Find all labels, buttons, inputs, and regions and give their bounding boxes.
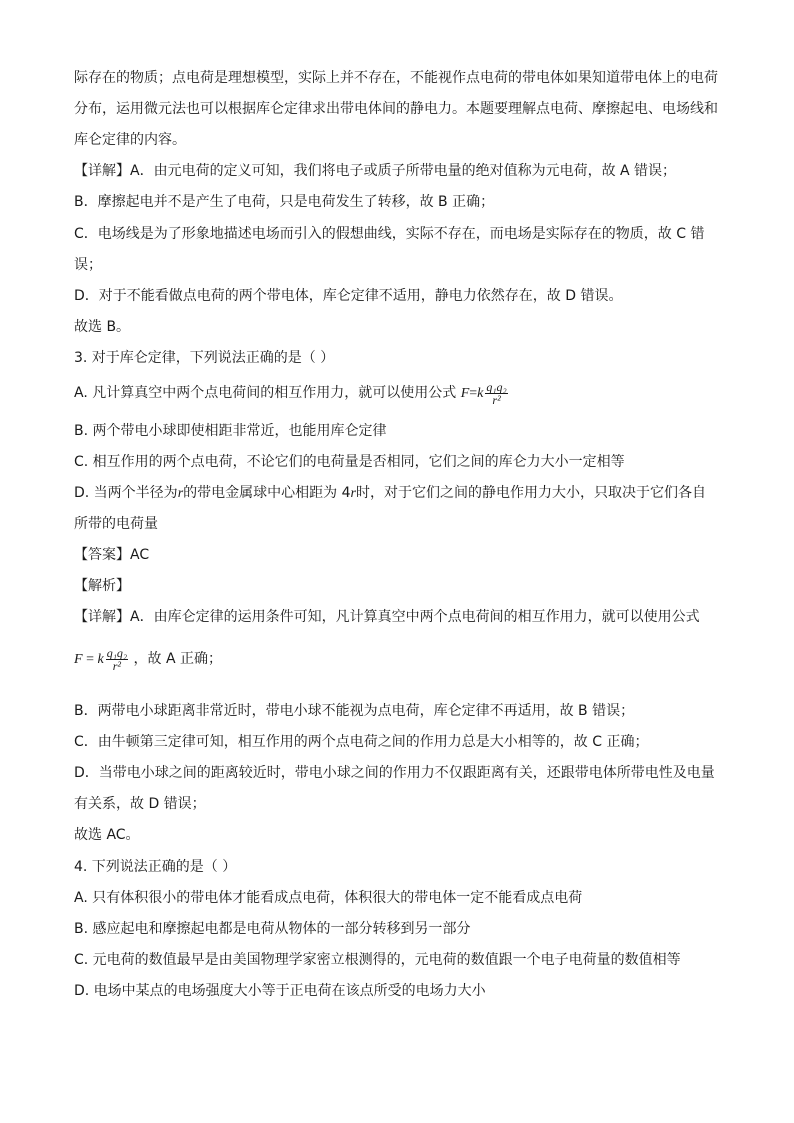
- option-d-text: 的带电金属球中心相距为 4: [183, 485, 351, 501]
- text-line: D．当带电小球之间的距离较近时，带电小球之间的作用力不仅跟距离有关，还跟带电体所带电性及电量: [74, 765, 715, 781]
- formula-k: k: [477, 386, 484, 401]
- analysis-label: 【解析】: [74, 578, 130, 594]
- question-4-stem: 4. 下列说法正确的是（ ）: [74, 859, 237, 875]
- text-line: 误；: [74, 257, 102, 273]
- formula-line: [74, 644, 724, 675]
- question-3-stem: 3. 对于库仑定律，下列说法正确的是（ ）: [74, 350, 335, 366]
- question-3-option-d-cont: 所带的电荷量: [74, 516, 158, 532]
- option-d-text: D. 当两个半径为: [74, 485, 178, 501]
- text-line: 际存在的物质；点电荷是理想模型，实际上并不存在，不能视作点电荷的带电体如果知道带电体上的电荷: [74, 70, 718, 86]
- question-3-option-d: [74, 483, 724, 504]
- formula-denominator: r²: [112, 659, 121, 674]
- text-line: B．摩擦起电并不是产生了电荷，只是电荷发生了转移，故 B 正确；: [74, 194, 495, 210]
- formula-eq: =: [86, 652, 94, 667]
- text-line: C．电场线是为了形象地描述电场而引入的假想曲线，实际不存在，而电场是实际存在的物质，故 C 错: [74, 226, 705, 242]
- question-4-option-d: D. 电场中某点的电场强度大小等于正电荷在该点所受的电场力大小: [74, 983, 486, 999]
- formula-denominator: r²: [492, 393, 501, 408]
- formula-eq: =: [469, 386, 478, 401]
- text-line: ，故 A 正确；: [133, 651, 223, 667]
- text-line: 【详解】A．由元电荷的定义可知，我们将电子或质子所带电量的绝对值称为元电荷，故 A 错误；: [74, 163, 677, 179]
- answer-label: 【答案】AC: [74, 547, 150, 563]
- text-line: 故选 B。: [74, 319, 131, 335]
- text-line: 分布，运用微元法也可以根据库仑定律求出带电体间的静电力。本题要理解点电荷、摩擦起电、电场线和: [74, 101, 718, 117]
- formula-fraction: [106, 647, 128, 672]
- formula-numerator: q₁q₂: [106, 646, 128, 661]
- option-d-text: 时，对于它们之间的静电作用力大小，只取决于它们各自: [355, 485, 706, 501]
- coulomb-formula: [460, 380, 510, 408]
- text-line: 【详解】A．由库仑定律的运用条件可知，凡计算真空中两个点电荷间的相互作用力，就可以使用公式: [74, 609, 700, 625]
- text-line: 故选 AC。: [74, 827, 140, 843]
- question-4-option-b: B. 感应起电和摩擦起电都是电荷从物体的一部分转移到另一部分: [74, 921, 471, 937]
- text-line: 有关系，故 D 错误；: [74, 796, 206, 812]
- text-line: D．对于不能看做点电荷的两个带电体，库仑定律不适用，静电力依然存在，故 D 错误。: [74, 288, 623, 304]
- question-4-option-a: A. 只有体积很小的带电体才能看成点电荷，体积很大的带电体一定不能看成点电荷: [74, 890, 583, 906]
- option-d-var: r: [350, 486, 356, 501]
- text-line: C．由牛顿第三定律可知，相互作用的两个点电荷之间的作用力总是大小相等的，故 C 正确；: [74, 734, 649, 750]
- formula-lhs: F: [460, 386, 470, 401]
- option-d-var: r: [177, 486, 184, 501]
- text-line: 库仑定律的内容。: [74, 132, 186, 148]
- formula-k: k: [97, 652, 104, 667]
- text-line: B．两带电小球距离非常近时，带电小球不能视为点电荷，库仑定律不再适用，故 B 错误；: [74, 703, 635, 719]
- question-3-option-a: [74, 379, 724, 408]
- formula-lhs: F: [74, 652, 83, 667]
- formula-fraction: [485, 381, 507, 406]
- question-3-option-c: C. 相互作用的两个点电荷，不论它们的电荷量是否相同，它们之间的库仑力大小一定相等: [74, 454, 625, 470]
- coulomb-formula: [74, 646, 134, 674]
- question-3-option-b: B. 两个带电小球即使相距非常近，也能用库仑定律: [74, 423, 387, 439]
- question-4-option-c: C. 元电荷的数值最早是由美国物理学家密立根测得的，元电荷的数值跟一个电子电荷量的数值相等: [74, 952, 681, 968]
- formula-numerator: q₁q₂: [486, 380, 507, 395]
- option-a-text: A. 凡计算真空中两个点电荷间的相互作用力，就可以使用公式: [74, 385, 457, 401]
